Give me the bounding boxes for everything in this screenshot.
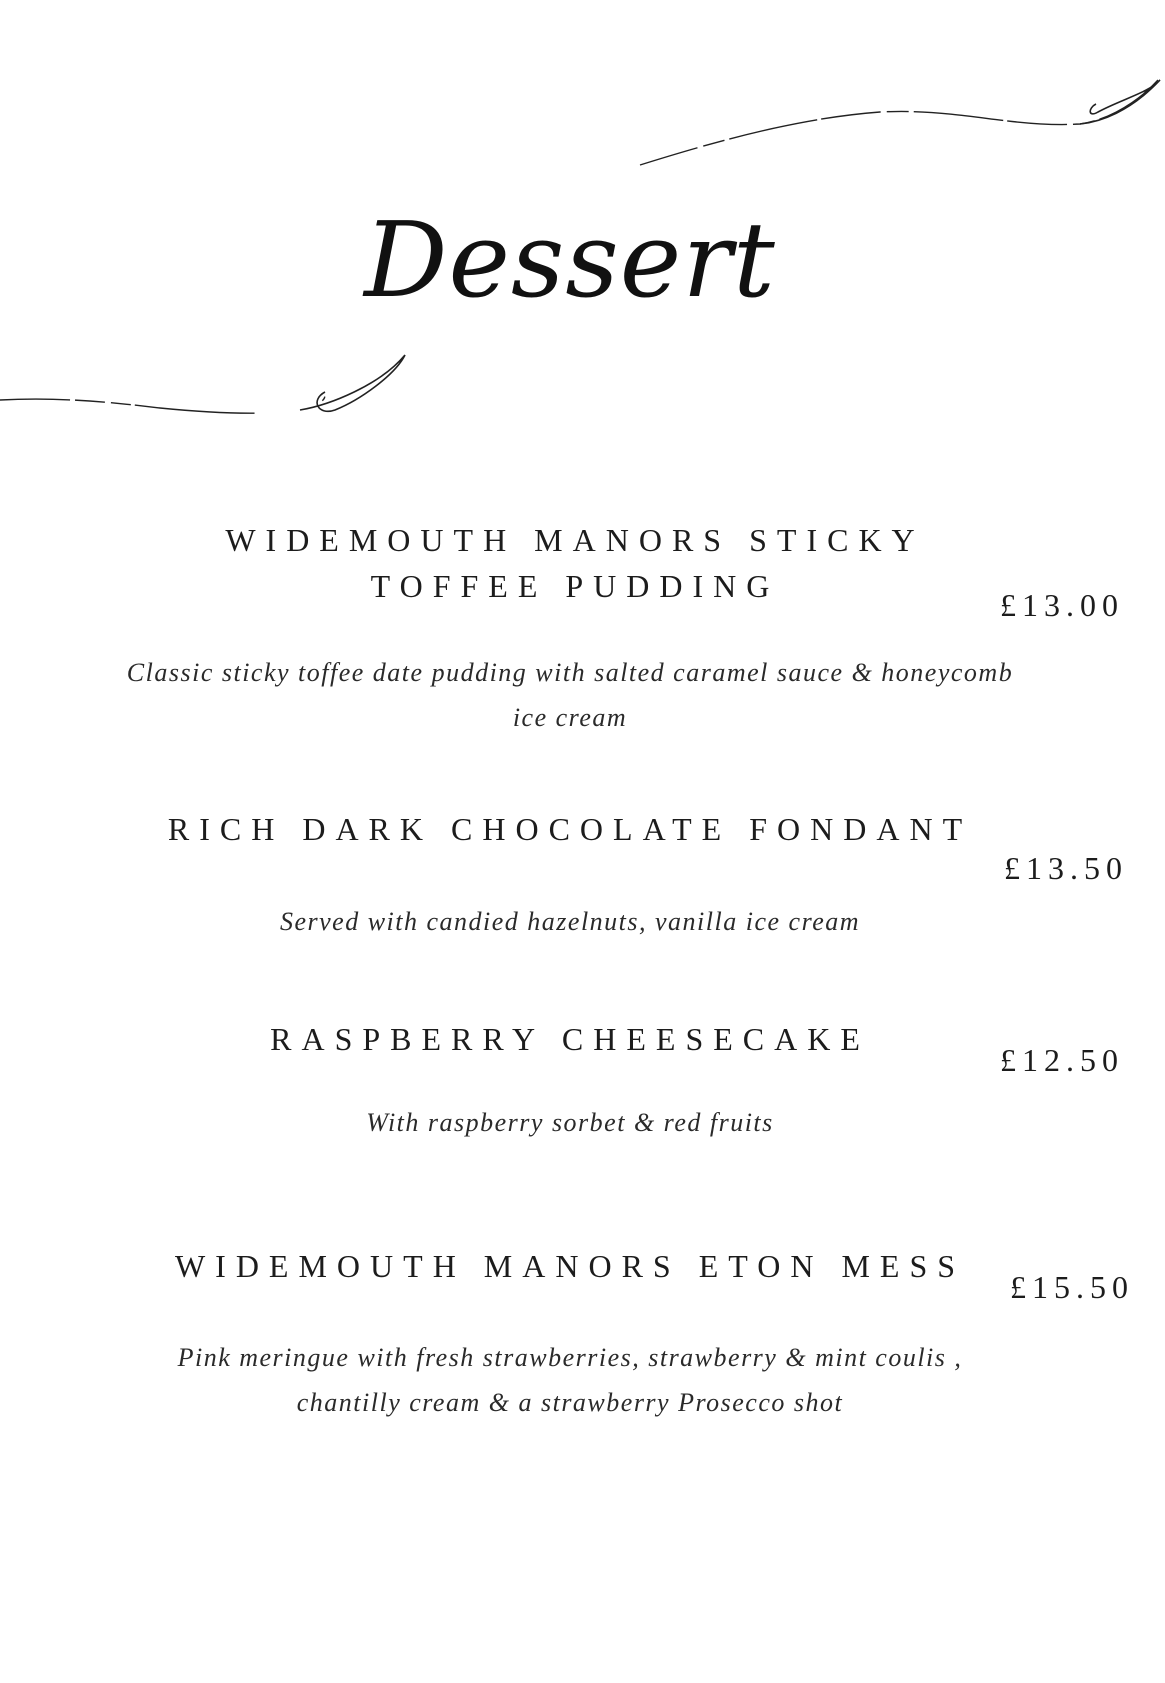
menu-item-description: Pink meringue with fresh strawberries, strawberry & mint coulis , chantilly cream & a strawberry Prosecco shot (177, 1343, 963, 1417)
menu-item-price: £13.00 (1000, 587, 1124, 623)
menu-item-description: Classic sticky toffee date pudding with salted caramel sauce & honeycomb ice cream (126, 658, 1014, 732)
menu-item-name: RICH DARK CHOCOLATE FONDANT (167, 811, 973, 847)
menu-item-price: £15.50 (1010, 1269, 1134, 1305)
menu-item-description: Served with candied hazelnuts, vanilla ice cream (279, 907, 861, 936)
menu-item-name: WIDEMOUTH MANORS STICKY TOFFEE PUDDING (225, 522, 925, 604)
menu-item-name: WIDEMOUTH MANORS ETON MESS (174, 1248, 966, 1284)
menu-item-name: RASPBERRY CHEESECAKE (270, 1021, 870, 1057)
menu-item-price: £13.50 (1004, 850, 1128, 886)
menu-item-description: With raspberry sorbet & red fruits (366, 1108, 774, 1137)
menu-item-price: £12.50 (1000, 1042, 1124, 1078)
menu-title: Dessert (364, 199, 776, 321)
